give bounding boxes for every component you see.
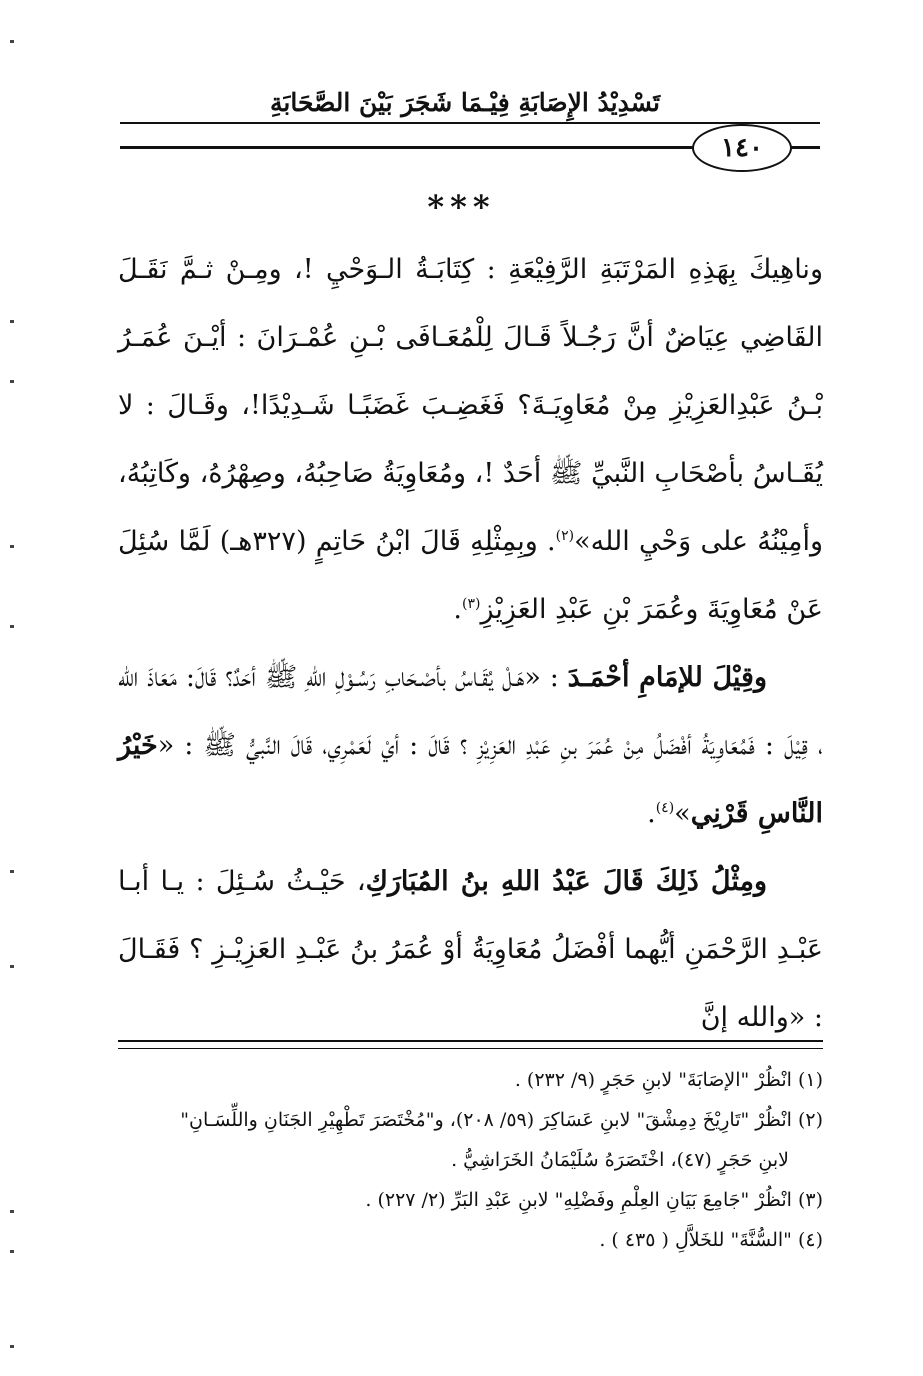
quote-close: »	[674, 798, 691, 829]
scan-speck	[10, 1250, 14, 1253]
scan-speck	[10, 870, 14, 873]
paragraph-3	[118, 848, 823, 1052]
paragraph-1-text: وناهِيكَ بِهَذِهِ المَرْتَبَةِ الرَّفِيْعَةِ : كِتَابَـةُ الـوَحْيِ !، ومِـنْ ثـمَّ نَقَـلَ القَاضِي عِيَاضٌ أنَّ رَجُـلاً قَـالَ لِلْمُعَـافَى بْـنِ عُمْـرَانَ : أيْـنَ عُمَـرُ بْـنُ عَبْدِالعَزِيْزِ مِنْ مُعَاوِيَـةَ؟ فَغَضِـبَ غَضَبًـا شَـدِيْدًا!، وقَـالَ : لا يُقَـاسُ بأصْحَابِ النَّبيِّ ﷺ أحَدٌ !، ومُعَاوِيَةُ صَاحِبُهُ، وصِهْرُهُ، وكَاتِبُهُ، وأمِيْنُهُ على وَحْيِ الله»	[118, 254, 823, 557]
section-separator: ***	[427, 188, 496, 226]
paragraph-3-lead: ومِثْلُ ذَلِكَ قَالَ عَبْدُ اللهِ بنُ المُبَارَكِ	[365, 866, 767, 897]
scan-speck	[10, 380, 14, 383]
scan-speck	[10, 320, 14, 323]
footnote-2-continuation: لابنِ حَجَرٍ (٤٧)، اخْتَصَرَهُ سُلَيْمَانُ الخَرَاشِيُّ .	[451, 1149, 789, 1171]
running-header-title: تَسْدِيْدُ الإِصَابَةِ فِيْـمَا شَجَرَ بَيْنَ الصَّحَابَةِ	[269, 88, 661, 117]
footnote-4: (٤) "السُّنَّةَ" للخَلاَّلِ ( ٤٣٥ ) .	[599, 1229, 823, 1251]
footnote-ref-4: (٤)	[655, 800, 675, 816]
paragraph-2-end: .	[647, 798, 656, 829]
footnote-separator	[118, 1040, 823, 1042]
footnote-3: (٣) انْظُرْ "جَامِعَ بَيَانِ العِلْمِ وفَضْلِهِ" لابنِ عَبْدِ البَرِّ (٢/ ٢٢٧) .	[365, 1189, 823, 1211]
paragraph-1-end: .	[453, 594, 462, 625]
paragraph-2-lead: وقِيْلَ للإمَامِ أحْمَـدَ	[567, 662, 767, 693]
footnote-ref-2: (٢)	[555, 528, 575, 544]
header-rule	[120, 122, 820, 124]
scan-speck	[10, 625, 14, 628]
paragraph-3-text: ، حَيْـثُ سُـئِلَ : يـا أبـا عَبْـدِ الرَّحْمَنِ أيُّهما أفْضَلُ مُعَاوِيَةُ أوْ عُمَرُ بنُ عَبْـدِ العَزِيْـزِ ؟ فَقَـالَ : «والله إنَّ	[118, 866, 823, 1033]
scan-speck	[10, 40, 14, 43]
scan-speck	[10, 965, 14, 968]
footnote-ref-3: (٣)	[461, 596, 481, 612]
scan-speck	[10, 1210, 14, 1213]
scan-speck	[10, 545, 14, 548]
footnote-1: (١) انْظُرْ "الإصَابَةَ" لابنِ حَجَرٍ (٩/ ٢٣٢) .	[514, 1069, 823, 1091]
main-text	[118, 236, 823, 1052]
paragraph-1-continuation: . وبِمِثْلِهِ قَالَ ابْنُ حَاتِمٍ (٣٢٧هـ) لَمَّا سُئِلَ عَنْ مُعَاوِيَةَ وعُمَرَ بْنِ عَبْدِ العَزِيْزِ	[118, 526, 823, 625]
hadith-quote: خَيْرُ النَّاسِ قَرْنِي	[118, 730, 823, 829]
paragraph-1	[118, 236, 823, 644]
page-number: ١٤٠	[692, 124, 792, 172]
scan-speck	[10, 1345, 14, 1348]
footnote-separator-thin	[118, 1048, 823, 1049]
footnotes	[118, 1060, 823, 1260]
footnote-2: (٢) انْظُرْ "تَارِيْخَ دِمِشْقَ" لابنِ عَسَاكِرَ (٥٩/ ٢٠٨)، و"مُخْتَصَرَ تَطْهِيْرِ الجَنَانِ واللِّسَـانِ"	[180, 1109, 823, 1131]
paragraph-2-text: : «هَـلْ يُقَـاسُ بأصْـحَابِ رَسُـوْلِ اللهِ ﷺ أحَدٌ؟ قَالَ: مَعَاذَ الله ، قِيْلَ : فَمُعَاوِيَةُ أفْضَلُ مِنْ عُمَرَ بنِ عَبْدِ العَزِيْزِ ؟ قَالَ : أيْ لَعَمْرِي، قَالَ النَّبيُّ ﷺ : «	[118, 662, 823, 761]
paragraph-2	[118, 644, 823, 848]
